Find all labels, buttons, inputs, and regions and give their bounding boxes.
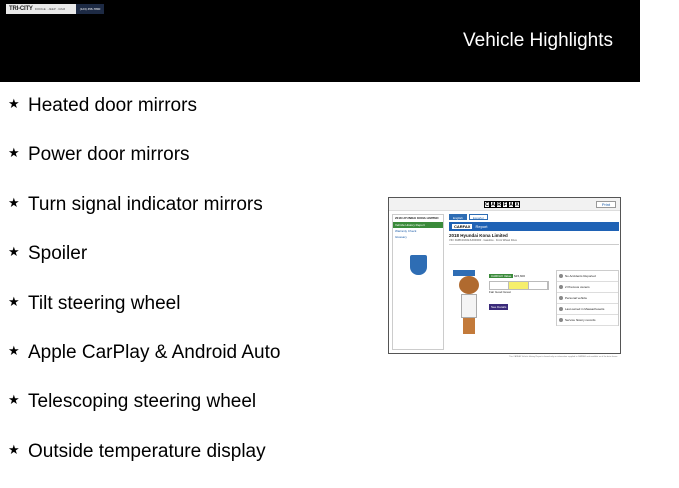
history-row[interactable] [557, 304, 618, 315]
report-banner [449, 222, 619, 231]
value-scale: Fair Good Great [489, 290, 511, 294]
value-amount: $15,600 [514, 274, 525, 278]
sidebar-vehicle-title: 2018 HYUNDAI KONA LIMITED [395, 216, 439, 220]
list-item [8, 241, 280, 290]
tab-english[interactable]: English [449, 214, 467, 220]
carfax-sidebar [392, 214, 444, 350]
history-row[interactable] [557, 282, 618, 293]
location-icon [559, 307, 563, 311]
list-item [8, 93, 280, 142]
value-bar [489, 281, 549, 290]
see-details-button[interactable]: See Details [491, 305, 507, 309]
vehicle-icon [559, 296, 563, 300]
logo-phone-box: (123) 456-7890 [76, 4, 104, 14]
star-icon: ★ [8, 194, 20, 210]
star-icon: ★ [8, 293, 20, 309]
history-row-label: Personal vehicle [565, 296, 588, 300]
value-panel [489, 274, 549, 332]
feature-label: Heated door mirrors [28, 95, 197, 116]
carfax-logo [484, 201, 520, 208]
list-item [8, 192, 280, 241]
star-icon: ★ [8, 342, 20, 358]
feature-label: Spoiler [28, 243, 88, 265]
carfax-report-thumbnail[interactable] [388, 197, 621, 358]
feature-label: Power door mirrors [28, 144, 190, 166]
feature-label: Apple CarPlay & Android Auto [28, 341, 281, 363]
feature-list [8, 93, 280, 488]
carfax-logo-letter: R [497, 202, 501, 208]
carfax-logo-letter: X [515, 202, 519, 208]
dealer-logo[interactable] [6, 4, 104, 14]
list-item [8, 291, 280, 340]
carfax-logo-letter: F [503, 202, 507, 208]
list-item [8, 340, 280, 389]
sidebar-item-warranty[interactable]: Warranty Check [395, 229, 417, 233]
feature-label: Turn signal indicator mirrors [28, 193, 263, 215]
language-tabs [449, 214, 619, 220]
vin-line: VIN: KM8K33A52JU000000 · Gasoline · Front Wheel Drive [449, 239, 619, 245]
history-summary [556, 270, 619, 326]
accident-icon [559, 274, 563, 278]
list-item [8, 142, 280, 191]
banner-logo: CARFAX [454, 224, 471, 229]
history-row[interactable] [557, 271, 618, 282]
carfax-badge-icon [410, 255, 427, 275]
history-row[interactable] [557, 315, 618, 326]
header-bar [0, 0, 640, 82]
print-button[interactable]: Print [596, 201, 616, 208]
star-icon: ★ [8, 441, 20, 457]
owner-icon [559, 285, 563, 289]
feature-label: Telescoping steering wheel [28, 391, 257, 413]
report-label: Report [475, 224, 488, 229]
carfax-logo-letter: C [485, 202, 489, 208]
carfax-toolbar [389, 198, 620, 211]
history-row-label: Service history records [565, 318, 596, 322]
star-icon: ★ [8, 392, 20, 408]
star-icon: ★ [8, 145, 20, 161]
logo-subtext: DODGE · JEEP · RAM [34, 7, 66, 11]
value-badge: CARFAX Value [491, 274, 512, 278]
history-row[interactable] [557, 293, 618, 304]
sidebar-item-glossary[interactable]: Glossary [395, 235, 407, 239]
service-icon [559, 318, 563, 322]
tab-spanish[interactable]: Español [469, 214, 488, 220]
history-row-label: No Accidents Reported [565, 274, 596, 278]
sidebar-item-report[interactable]: Vehicle History Report [393, 222, 443, 228]
feature-label: Tilt steering wheel [28, 292, 181, 314]
carfax-logo-letter: A [509, 202, 513, 208]
star-icon: ★ [8, 244, 20, 260]
history-row-label: 2 Previous owners [565, 285, 590, 289]
list-item [8, 389, 280, 438]
carfax-logo-letter: A [491, 202, 495, 208]
star-icon: ★ [8, 96, 20, 111]
carfox-mascot-icon [455, 270, 483, 336]
carfax-main [449, 214, 619, 358]
list-item [8, 439, 280, 488]
page-title: Vehicle Highlights [463, 30, 613, 51]
vehicle-title: 2018 Hyundai Kona Limited [449, 233, 508, 238]
logo-text: TRI-CITY [9, 6, 33, 12]
report-footnote: This CARFAX Vehicle History Report is based only on information supplied to CARFAX and available as of the date shown. [509, 356, 618, 358]
feature-label: Outside temperature display [28, 440, 266, 462]
history-row-label: Last owned in Massachusetts [565, 307, 605, 311]
